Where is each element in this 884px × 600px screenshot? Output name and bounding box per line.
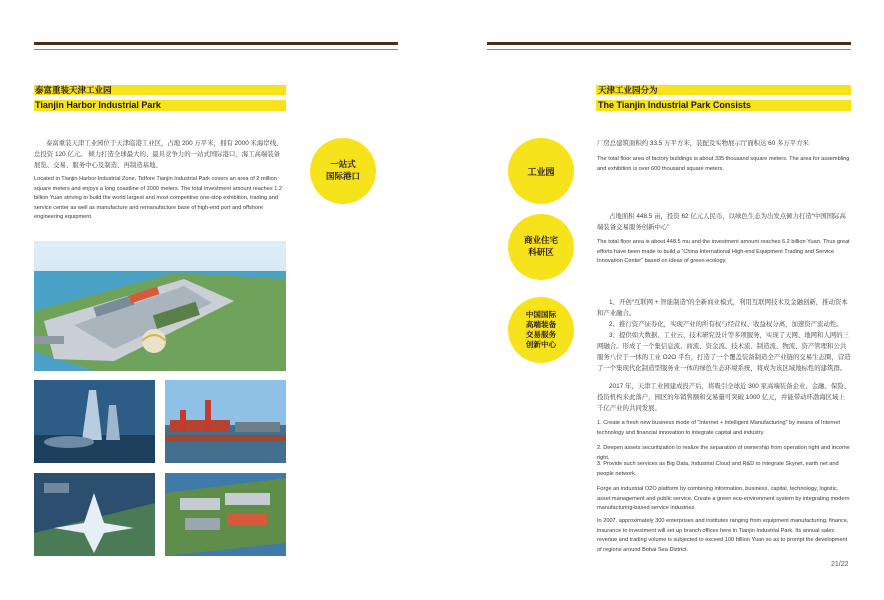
section3-en-item2: 2. Deepen assets securitization to realize the separation of ownership from operation right and income right. — [597, 445, 850, 461]
top-rule-left — [34, 42, 398, 45]
right-title-cn: 天津工业园分为 — [598, 85, 658, 95]
right-title-en: The Tianjin Industrial Park Consists — [598, 100, 751, 110]
left-title-cn: 泰富重装天津工业园 — [35, 85, 112, 95]
section3-en-item3: 3. Provide such services as Big Data, Industrial Cloud and R&D to integrate Skynet, earth net and people network. — [597, 461, 839, 477]
park-night-rendering — [34, 473, 155, 556]
top-rule-right — [487, 42, 851, 45]
section3-en-item4: Forge an industrial O2O platform by combining information, business, capital, technology, logistic, asset management and public service. Create a green eco-environment system by integrating modern manufacturing-based service industries. — [597, 486, 850, 511]
section1-en: The total floor area of factory buildings is about 335 thousand square meters. The area for assembling and exhibition is over 600 thousand square meters. — [597, 156, 850, 172]
section1-cn: 厂房总建筑面积约 33.5 万平方米，装配及实物展示厅面积达 60 多万平方米 — [597, 140, 809, 147]
top-rule-left-thin — [34, 49, 398, 50]
industrial-park-rendering — [165, 473, 286, 556]
section2-en: The total floor area is about 448.5 mu and the investment amount reaches 6.2 billion Yuan. Thus great efforts have been made to build a “China International High-end Equipment Trading and Service Innovation Center” based on ideas of green ecology. — [597, 239, 850, 264]
section3-cn-item1: 1、开创“互联网 + 智能制造”的全新商业模式，利用互联网技术及金融创新，推动资本和产业融合。 — [597, 299, 848, 317]
circle-commercial-residential: 商业住宅 科研区 — [508, 214, 574, 280]
left-paragraph-cn: 泰富重装天津工业园位于天津临港工业区，占地 200 万平米，拥有 2000 米海岸线，总投资 120 亿元。 倾力打造全球最大的、最具竞争力的一站式国际港口、海工高端装备展览、交易、服务中心及制造、再制造基地。 — [34, 140, 283, 169]
left-paragraph-en: Located in Tianjin Harbor Industrial Zone, Tidfore Tianjin Industrial Park covers an area of 2 million square meters and enjoys a long coastline of 2000 meters. The total investment amount reaches 1.2 billion Yuan striving to build the world largest and most competitive one-stop exhibition, trading and service center as well as manufacture and remanufacture base of high-end port and offshore engineering equipment. — [34, 176, 283, 220]
container-port-photo — [165, 380, 286, 463]
circle-industrial-park: 工业园 — [508, 138, 574, 204]
section2-cn: 占地面积 448.5 亩，投资 62 亿元人民币，以绿色生态为出发点倾力打造“中国国际高端装备交易服务创新中心” — [597, 213, 846, 231]
section3-cn-item4: 2017 年，天津工业园建成投产后，将吸引全球近 300 家高端装备企业、金融、保险、投资机构来此落户，园区的年销售额和交易量可突破 1000 亿元，并能带动环渤海区域上千亿产业的共同发展。 — [597, 383, 851, 412]
circle-trade-innovation-center: 中国国际 高端装备 交易服务 创新中心 — [508, 297, 574, 363]
aerial-port-rendering — [34, 241, 286, 371]
top-rule-right-thin — [487, 49, 851, 50]
section3-cn-item3: 3、提供如大数据、工业云、技术研究设计等多项服务，实现了天网、地网和人网的三网融合。形成了一个集信息流、商流、资金流、技术流、制造流、物流、资产管理和公共服务八位于一体的工业 O2O 平台，打造了一个覆盖装备制造全产业链的交易生态圈，营造了一个集现代化制造型服务业一体的绿色生态环境系统，将成为该区域地标性的建筑群。 — [597, 332, 851, 372]
section3-en-item1: 1. Create a fresh new business mode of “Internet + Intelligent Manufacturing” by means of Internet technology and financial innovation to integrate capital and industry. — [597, 420, 840, 436]
page-number: 21/22 — [831, 561, 849, 568]
tower-rendering-photo — [34, 380, 155, 463]
section3-cn-item2: 2、推行资产证券化，实现产业的所有权与经营权、收益权分离，加速资产流动性。 — [609, 321, 843, 328]
section3-en-item5: In 2007, approximately 300 enterprises and institutes ranging from equipment manufacturing, finance, insurance to investment will set up branch offices here in Tianjin Industrial Park. Its annual sales revenue and trading volume is subjected to exceed 100 billion Yuan so as to prompt the development of regions around Bohai Sea District. — [597, 518, 849, 553]
left-title-en: Tianjin Harbor Industrial Park — [35, 100, 161, 110]
circle-one-stop-port: 一站式 国际港口 — [310, 138, 376, 204]
